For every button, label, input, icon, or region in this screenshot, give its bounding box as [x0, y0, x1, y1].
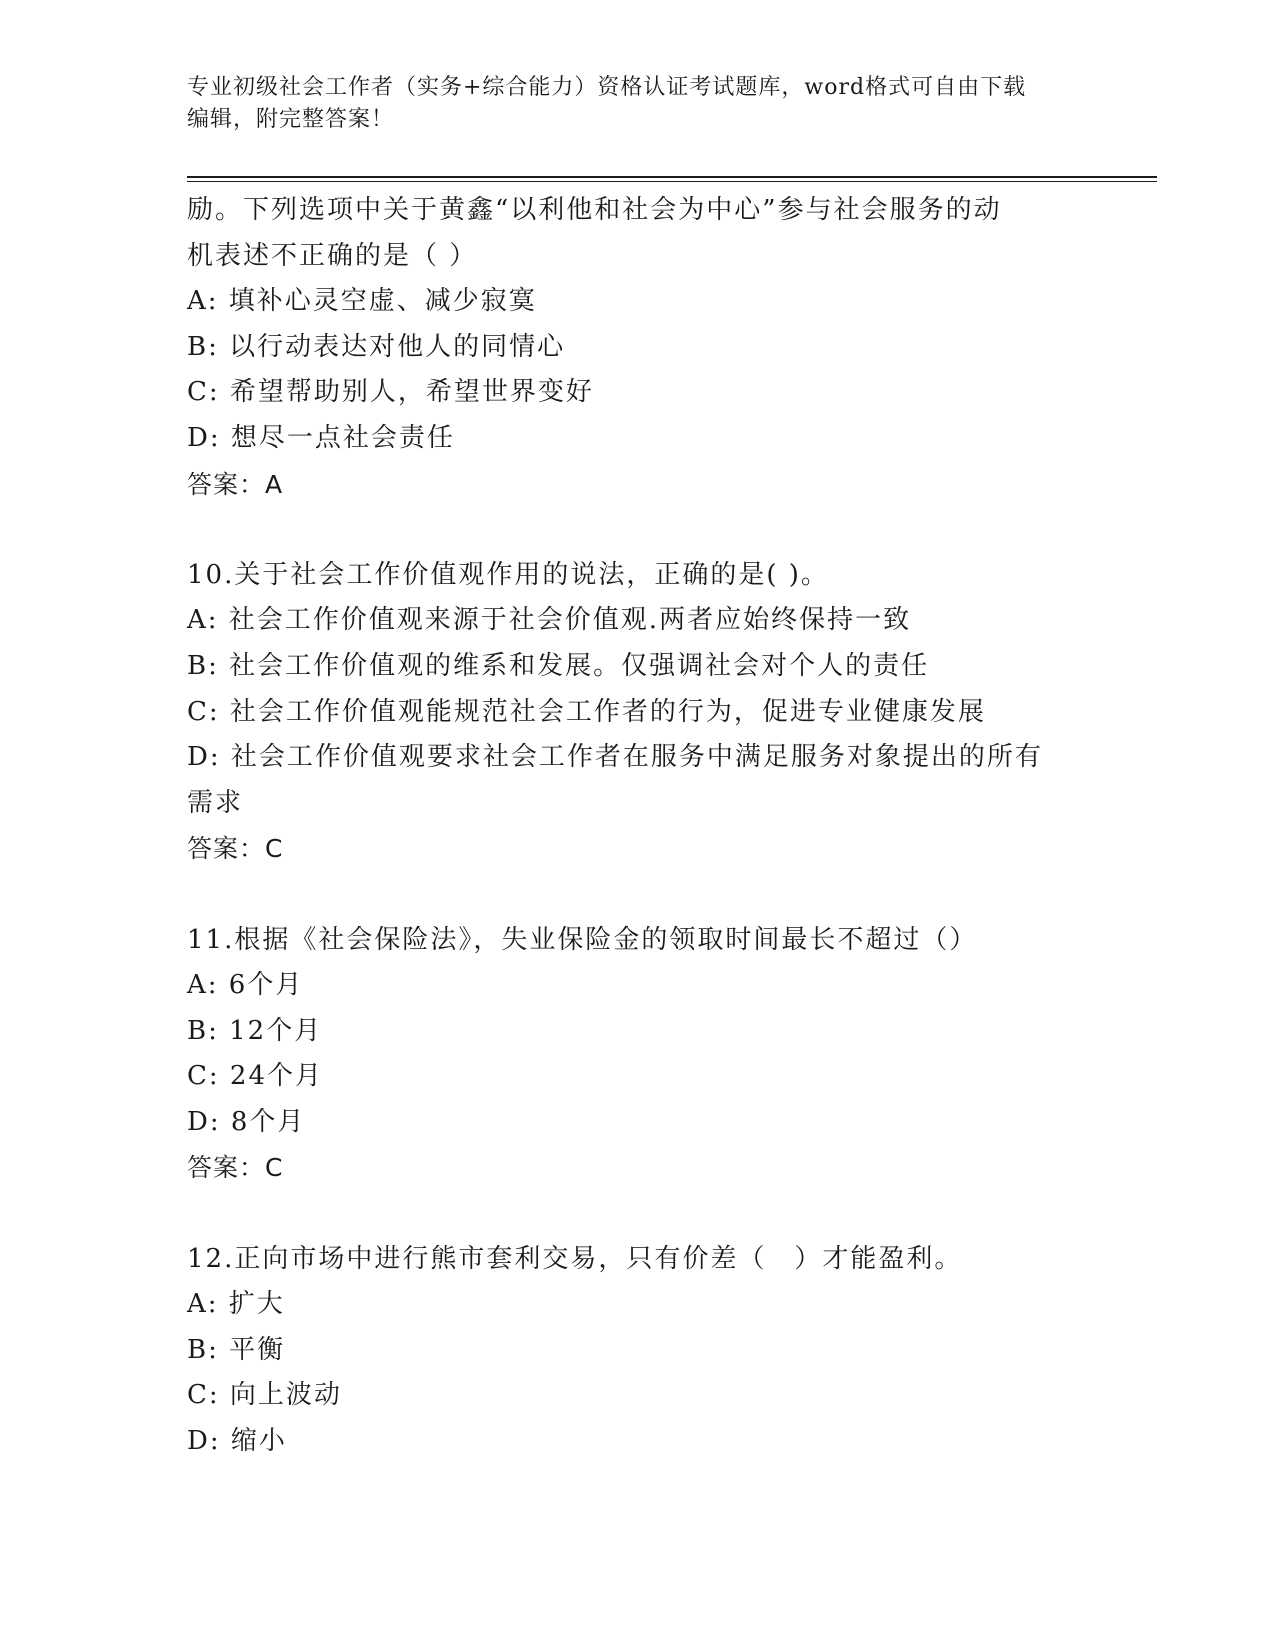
- option-d: D: 缩小: [187, 1426, 287, 1457]
- option-c: C: 向上波动: [187, 1380, 342, 1411]
- question-list: [187, 188, 1187, 1465]
- option-a: A: 填补心灵空虚、减少寂寞: [187, 286, 537, 317]
- answer-text: 答案：A: [187, 469, 284, 499]
- answer-text: 答案：C: [187, 834, 284, 864]
- header-divider-thin: [187, 181, 1157, 182]
- spacer: [187, 1191, 1187, 1237]
- spacer: [187, 872, 1187, 918]
- option-a: A: 扩大: [187, 1289, 285, 1320]
- option-b: B: 社会工作价值观的维系和发展。仅强调社会对个人的责任: [187, 650, 930, 681]
- option-b: B: 以行动表达对他人的同情心: [187, 331, 566, 362]
- question-10: [187, 553, 1187, 872]
- option-c: C: 社会工作价值观能规范社会工作者的行为，促进专业健康发展: [187, 696, 986, 727]
- option-b: B: 平衡: [187, 1334, 286, 1365]
- answer-text: 答案：C: [187, 1153, 284, 1183]
- option-c: C: 希望帮助别人，希望世界变好: [187, 377, 594, 408]
- question-stem-line: 机表述不正确的是（ ）: [187, 240, 478, 271]
- option-d-continued: 需求: [187, 787, 244, 818]
- option-d: D: 8个月: [187, 1106, 306, 1137]
- header-title-line-1: 专业初级社会工作者（实务+综合能力）资格认证考试题库，word格式可自由下载: [187, 75, 1027, 100]
- question-11: [187, 918, 1187, 1192]
- question-stem: 11.根据《社会保险法》，失业保险金的领取时间最长不超过（）: [187, 924, 978, 955]
- header-divider-thick: [187, 176, 1157, 178]
- option-d: D: 想尽一点社会责任: [187, 422, 455, 453]
- question-stem: 10.关于社会工作价值观作用的说法，正确的是( )。: [187, 559, 829, 590]
- option-a: A: 社会工作价值观来源于社会价值观.两者应始终保持一致: [187, 605, 912, 636]
- spacer: [187, 507, 1187, 553]
- option-a: A: 6个月: [187, 970, 304, 1001]
- question-12: [187, 1237, 1187, 1465]
- option-d: D: 社会工作价值观要求社会工作者在服务中满足服务对象提出的所有: [187, 742, 1043, 773]
- question-9: [187, 188, 1187, 507]
- header-title-line-2: 编辑，附完整答案！: [187, 107, 395, 132]
- option-c: C: 24个月: [187, 1061, 324, 1092]
- option-b: B: 12个月: [187, 1015, 323, 1046]
- question-stem: 12.正向市场中进行熊市套利交易，只有价差（ ）才能盈利。: [187, 1243, 963, 1274]
- question-stem-line: 励。下列选项中关于黄鑫“以利他和社会为中心”参与社会服务的动: [187, 195, 1002, 225]
- document-header: [187, 72, 1087, 136]
